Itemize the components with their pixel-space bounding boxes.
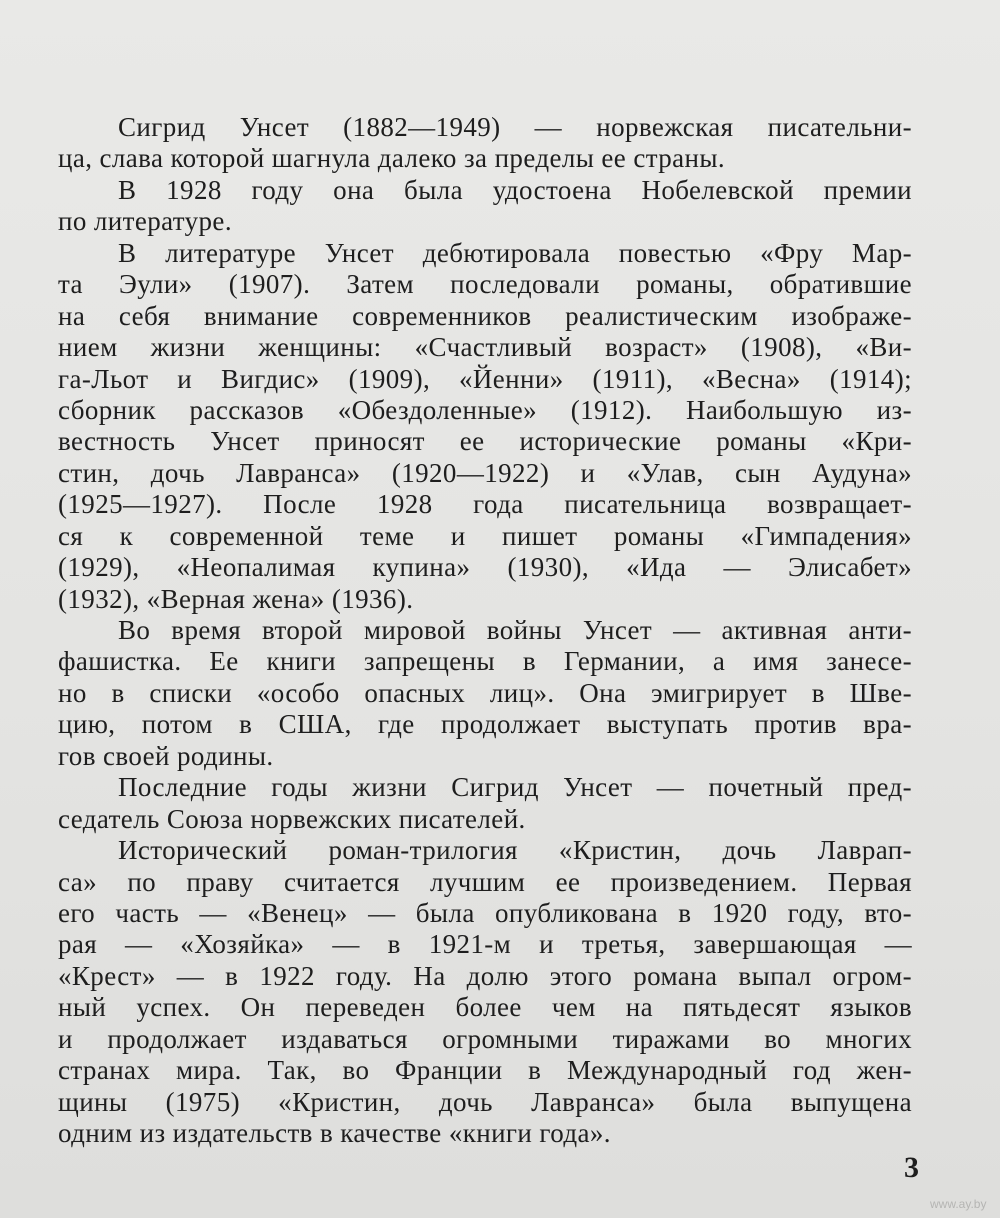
text-line: ся к современной теме и пишет романы «Гимпадения» bbox=[58, 520, 912, 551]
paragraph bbox=[58, 238, 912, 615]
paragraph bbox=[58, 175, 912, 238]
text-line: одним из издательств в качестве «книги года». bbox=[58, 1118, 611, 1148]
paragraph bbox=[58, 835, 912, 1149]
text-line: (1929), «Неопалимая купина» (1930), «Ида — Элисабет» bbox=[58, 552, 912, 583]
text-line: стин, дочь Лавранса» (1920—1922) и «Улав, сын Аудуна» bbox=[58, 457, 912, 488]
text-line: Исторический роман-трилогия «Кристин, дочь Лаврап- bbox=[118, 835, 912, 866]
text-line: нием жизни женщины: «Счастливый возраст» (1908), «Ви- bbox=[58, 332, 912, 363]
watermark: www.ay.by bbox=[930, 1197, 987, 1211]
text-line: сборник рассказов «Обездоленные» (1912). Наибольшую из- bbox=[58, 394, 912, 425]
paragraph bbox=[58, 772, 912, 835]
text-line: са» по праву считается лучшим ее произведением. Первая bbox=[58, 866, 912, 897]
text-line: фашистка. Ее книги запрещены в Германии, а имя занесе- bbox=[58, 646, 912, 677]
text-line: щины (1975) «Кристин, дочь Лавранса» была выпущена bbox=[58, 1086, 912, 1117]
text-line: на себя внимание современников реалистическим изображе- bbox=[58, 300, 912, 331]
text-line: В 1928 году она была удостоена Нобелевской премии bbox=[118, 174, 912, 205]
text-line: гов своей родины. bbox=[58, 740, 274, 771]
text-line: «Крест» — в 1922 году. На долю этого романа выпал огром- bbox=[58, 960, 912, 991]
text-line: ца, слава которой шагнула далеко за пределы ее страны. bbox=[58, 143, 726, 174]
paragraph bbox=[58, 615, 912, 772]
text-line: странах мира. Так, во Франции в Международный год жен- bbox=[58, 1055, 912, 1086]
text-line: (1932), «Верная жена» (1936). bbox=[58, 583, 414, 614]
text-line: рая — «Хозяйка» — в 1921-м и третья, завершающая — bbox=[58, 929, 912, 960]
text-line: вестность Унсет приносят ее исторические романы «Кри- bbox=[58, 426, 912, 457]
text-line: Сигрид Унсет (1882—1949) — норвежская писательни- bbox=[118, 112, 912, 142]
text-line: Последние годы жизни Сигрид Унсет — почетный пред- bbox=[118, 772, 912, 803]
text-line: его часть — «Венец» — была опубликована в 1920 году, вто- bbox=[58, 897, 912, 928]
page-number: 3 bbox=[904, 1151, 919, 1184]
text-line: и продолжает издаваться огромными тиражами во многих bbox=[58, 1023, 912, 1054]
text-line: ный успех. Он переведен более чем на пятьдесят языков bbox=[58, 992, 912, 1023]
text-line: та Эули» (1907). Затем последовали романы, обратившие bbox=[58, 269, 912, 300]
paragraph bbox=[58, 112, 912, 175]
text-line: (1925—1927). После 1928 года писательница возвращает- bbox=[58, 489, 912, 520]
text-line: га-Льот и Вигдис» (1909), «Йенни» (1911), «Весна» (1914); bbox=[58, 363, 912, 394]
text-line: седатель Союза норвежских писателей. bbox=[58, 803, 526, 834]
text-line: по литературе. bbox=[58, 206, 232, 237]
text-line: цию, потом в США, где продолжает выступать против вра- bbox=[58, 709, 912, 740]
text-column bbox=[58, 112, 912, 1149]
text-line: но в списки «особо опасных лиц». Она эмигрирует в Шве- bbox=[58, 677, 912, 708]
text-line: Во время второй мировой войны Унсет — активная анти- bbox=[118, 615, 912, 645]
text-line: В литературе Унсет дебютировала повестью «Фру Мар- bbox=[118, 237, 912, 268]
